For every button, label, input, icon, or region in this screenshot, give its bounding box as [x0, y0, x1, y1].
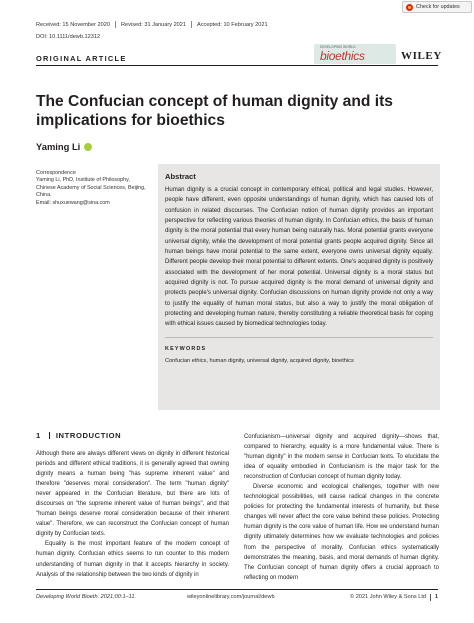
body-column-left: [36, 449, 229, 580]
check-for-updates-label: Check for updates: [416, 4, 460, 10]
footer-divider: [430, 594, 431, 601]
revised-date: Revised: 31 January 2021: [121, 21, 187, 28]
abstract-heading: Abstract: [165, 172, 196, 181]
paragraph: Although there are always different views on dignity in different historical periods and different ethical traditions, it is generally agreed that owning dignity means a human being "has supreme inherent value" and therefore "deserves moral consideration". The term "human dignity" never appeared in the Confucian literature, but there are lots of discourses on "the supreme inherent value of human beings", and that "human beings deserve moral consideration because of their inherent value". Therefore, we can reconstruct the Confucian concept of human dignity by Confucian texts.: [36, 451, 229, 538]
keywords-heading: KEYWORDS: [165, 345, 207, 352]
correspondence-block: [36, 170, 156, 207]
author-name[interactable]: Yaming Li: [36, 141, 81, 152]
crossmark-icon: [406, 4, 413, 11]
body-column-right: [244, 432, 439, 583]
accepted-date: Accepted: 10 February 2021: [197, 21, 268, 28]
keywords-list: Confucian ethics, human dignity, universal dignity, acquired dignity, bioethics: [165, 357, 354, 364]
journal-logo-small-text: DEVELOPING WORLD: [320, 45, 356, 49]
paragraph: Diverse economic and ecological challenges, together with new technological possibilities, will cause radical changes in the concrete policies for protecting the fundamental interests of humanity, but these changes will never affect the core value behind these policies. Protecting human dignity is the core value of human life. How we understand human dignity ultimately determines how we evaluate technologies and policies from the perspective of morality. Confucian ethics systematically demonstrates the meaning, basis, and moral demands of human dignity. The Confucian concept of human dignity offers a crucial approach to reflecting on modern: [244, 484, 439, 581]
doi-link[interactable]: DOI: 10.1111/dewb.12312: [36, 34, 101, 40]
article-title: The Confucian concept of human dignity and its implications for bioethics: [36, 93, 393, 129]
section-number: 1: [36, 431, 41, 440]
page-number: 1: [434, 594, 438, 600]
paragraph: Equality is the most important feature of the modern concept of human dignity. Confucian ethics seems to run counter to this modern understanding of human dignity in that it accepts hierarchy in society. Analysis of the relationship between the two kinds of dignity in: [36, 541, 229, 578]
abstract-text: Human dignity is a crucial concept in contemporary ethical, political and legal studies. However, people have different, even opposite understandings of human dignity, which has caused lots of confusion in related discourses. The Confucian notion of human dignity provides an important perspective for reflecting various theories of human dignity. In Confucian ethics, the basis of human dignity is the moral potential that every human being naturally has. Moral potential grants everyone universal dignity, while the development of moral potential grants people acquired dignity. Since all human beings have moral potential to the same extent, everyone owns universal dignity equally. Different people develop their moral potential to different extents. One's acquired dignity is positively associated with the development of her moral potential. Universal dignity is a moral status but acquired dignity is not. To pursue acquired dignity is the moral demand of universal dignity and protects people's universal dignity. Confucian discussions on human dignity provide not only a way to justify the equality of human moral status, but also a way to justify the moral obligation of protecting and developing human nature, thereby constituting a reliable theoretical basis for coping with ethical issues caused by biomedical technologies today.: [165, 187, 433, 328]
date-separator: [191, 21, 192, 28]
correspondence-email[interactable]: Email: shuxuewang@sina.com: [36, 199, 110, 206]
footer-url-link[interactable]: wileyonlinelibrary.com/journal/dewb: [187, 594, 275, 600]
abstract-box: [158, 164, 440, 410]
correspondence-line: Yaming Li, PhD, Institute of Philosophy,: [36, 177, 130, 184]
received-date: Received: 15 November 2020: [36, 21, 111, 28]
journal-logo-main-text: bioethics: [320, 49, 365, 63]
orcid-icon[interactable]: [84, 143, 92, 151]
journal-logo[interactable]: [314, 44, 396, 64]
footer-journal-citation: Developing World Bioeth. 2021;00:1–11.: [36, 594, 137, 600]
correspondence-line: Chinese Academy of Social Sciences, Beijing,: [36, 184, 146, 191]
heading-divider: [49, 432, 50, 439]
check-for-updates-button[interactable]: [402, 1, 472, 13]
header-rule: [36, 65, 438, 66]
publisher-logo[interactable]: WILEY: [401, 50, 442, 62]
footer-copyright: © 2021 John Wiley & Sons Ltd: [350, 594, 426, 600]
page-footer: [36, 594, 438, 603]
paragraph: Confucianism—universal dignity and acquired dignity—shows that, compared to hierarchy, equality is a more fundamental value. There is "human dignity" in the modern sense in Confucian texts. To elucidate the idea of equality embodied in Confucianism is the major task for the reconstruction of Confucian concept of human dignity today.: [244, 434, 439, 481]
correspondence-heading: Correspondence: [36, 170, 76, 176]
correspondence-line: China.: [36, 192, 52, 199]
date-separator: [115, 21, 116, 28]
keywords-divider: [165, 337, 433, 338]
article-type-label: ORIGINAL ARTICLE: [36, 54, 127, 63]
section-heading-introduction: [36, 431, 121, 440]
article-dates: [36, 21, 268, 28]
section-title: INTRODUCTION: [55, 431, 122, 440]
footer-rule: [36, 589, 438, 590]
author-line: [36, 141, 92, 152]
